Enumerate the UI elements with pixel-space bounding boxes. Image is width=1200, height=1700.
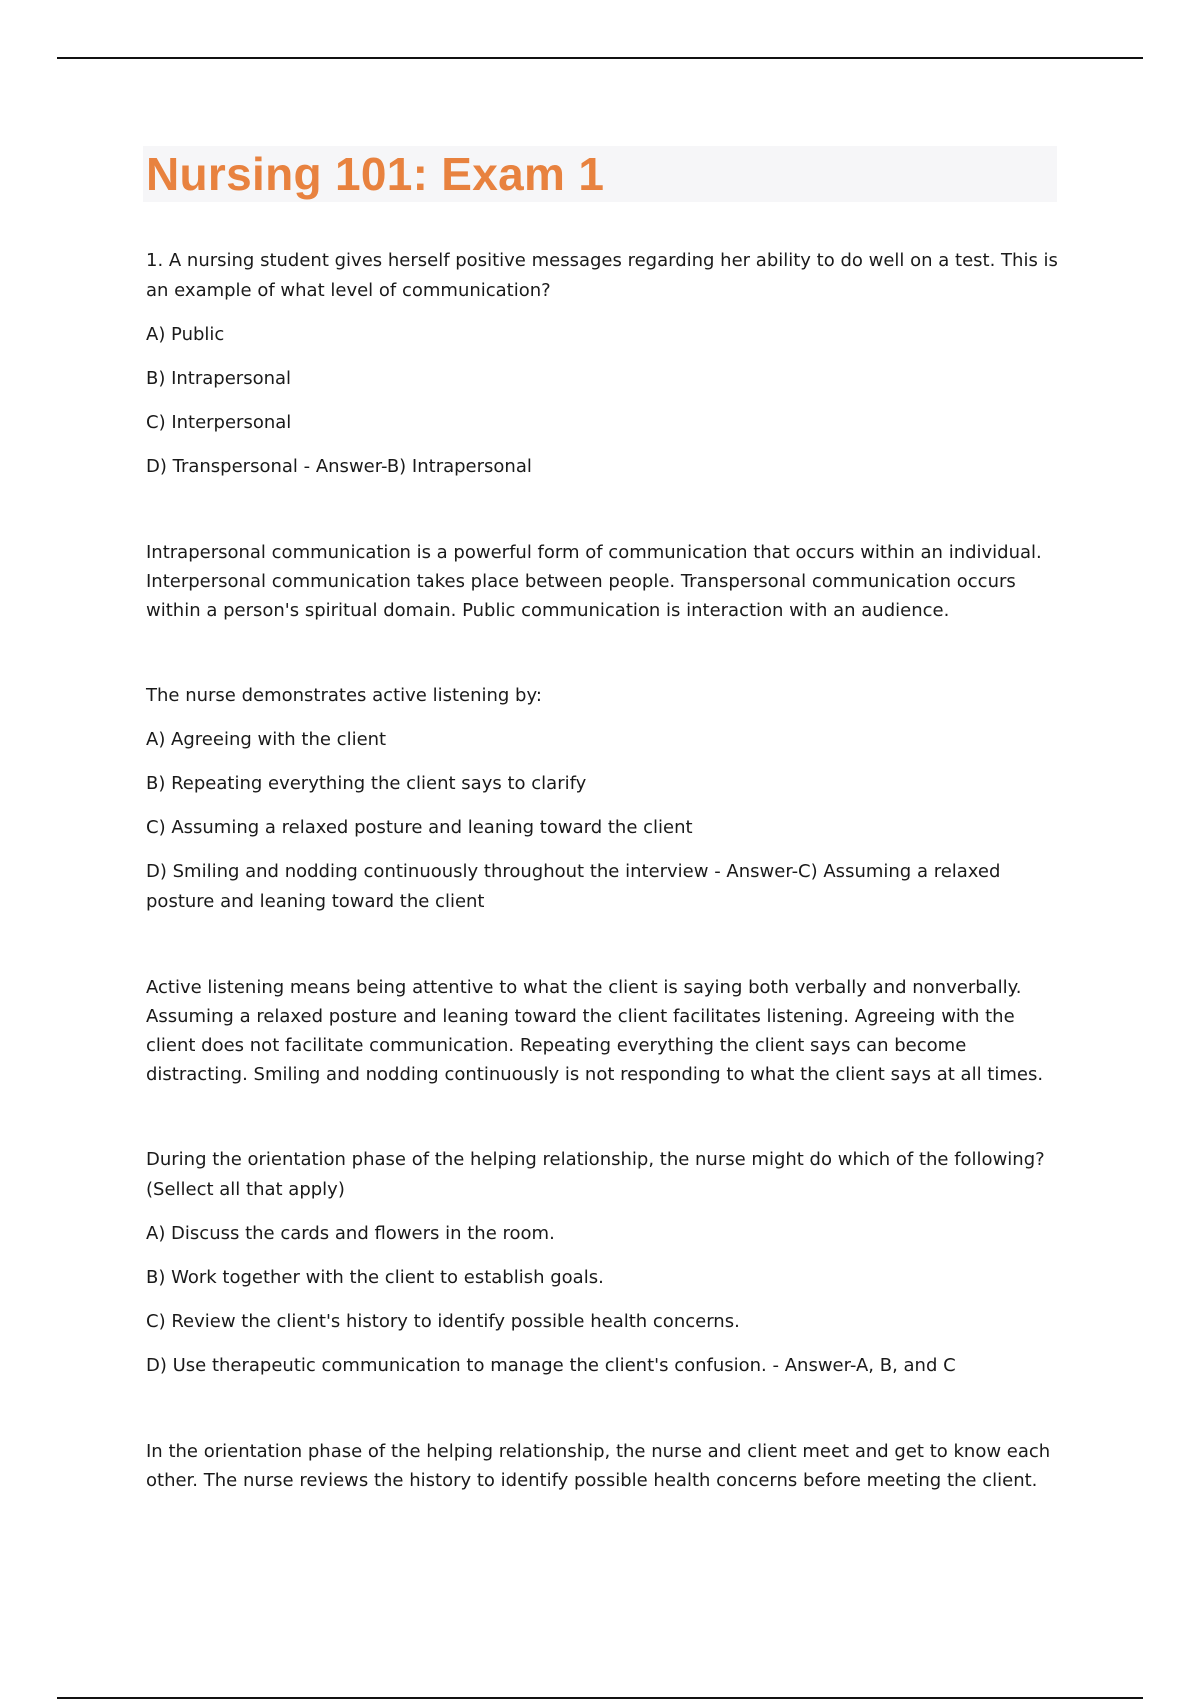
header-rule [57,57,1143,59]
question-stem: The nurse demonstrates active listening by: [146,685,542,706]
answer-options [146,1219,1066,1381]
document-title: Nursing 101: Exam 1 [146,148,605,200]
answer-option: C) Review the client's history to identify possible health concerns. [146,1311,740,1332]
question-stem: During the orientation phase of the helping relationship, the nurse might do which of the following? (Sellect all that apply) [146,1149,1045,1200]
answer-option: A) Agreeing with the client [146,729,387,750]
answer-option: B) Intrapersonal [146,368,292,389]
answer-option: D) Transpersonal - Answer-B) Intrapersonal [146,456,532,477]
footer-rule [57,1697,1143,1699]
answer-options [146,320,1066,482]
question-block [146,246,1066,625]
document-body [146,246,1066,1495]
question-stem: 1. A nursing student gives herself positive messages regarding her ability to do well on a test. This is an example of what level of communication? [146,250,1058,301]
answer-option: C) Interpersonal [146,412,292,433]
rationale-text: In the orientation phase of the helping relationship, the nurse and client meet and get to know each other. The nurse reviews the history to identify possible health concerns before meeting the client. [146,1441,1051,1491]
rationale-text: Active listening means being attentive to what the client is saying both verbally and nonverbally. Assuming a relaxed posture and leaning toward the client facilitates listening. Agreeing with the client does not facilitate communication. Repeating everything the client says can become distracting. Smiling and nodding continuously is not responding to what the client says at all times. [146,977,1044,1085]
answer-options [146,725,1066,917]
answer-option: C) Assuming a relaxed posture and leaning toward the client [146,817,693,838]
answer-option: B) Work together with the client to establish goals. [146,1267,604,1288]
question-block [146,1145,1066,1495]
rationale-text: Intrapersonal communication is a powerful form of communication that occurs within an individual. Interpersonal communication takes place between people. Transpersonal communication occurs within a person's spiritual domain. Public communication is interaction with an audience. [146,542,1042,621]
answer-option: B) Repeating everything the client says to clarify [146,773,587,794]
answer-option: D) Use therapeutic communication to manage the client's confusion. - Answer-A, B, and C [146,1355,956,1376]
answer-option: A) Public [146,324,225,345]
question-block [146,681,1066,1089]
answer-option: D) Smiling and nodding continuously throughout the interview - Answer-C) Assuming a relaxed posture and leaning toward the client [146,861,1001,912]
answer-option: A) Discuss the cards and flowers in the room. [146,1223,555,1244]
